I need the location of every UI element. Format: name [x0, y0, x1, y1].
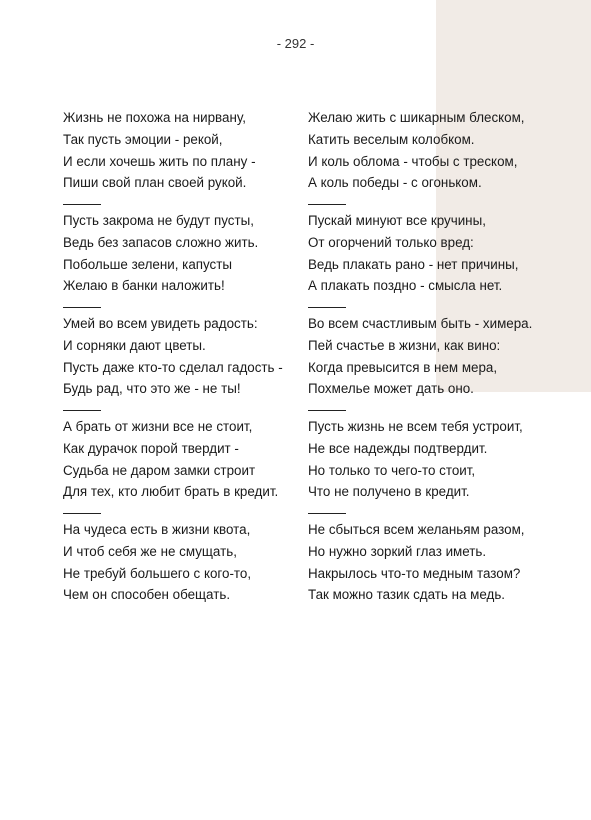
verse-line: Побольше зелени, капусты	[63, 256, 233, 272]
verse-line: Судьба не даром замки строит	[63, 462, 256, 478]
verse-line: Пей счастье в жизни, как вино:	[308, 337, 501, 353]
right-column	[308, 107, 548, 606]
verse-line: Накрылось что-то медным тазом?	[308, 565, 521, 581]
verse-line: Пускай минуют все кручины,	[308, 213, 486, 228]
verse-line: Так можно тазик сдать на медь.	[308, 587, 506, 603]
verse-line: Чем он способен обещать.	[63, 587, 231, 603]
verse-line: Для тех, кто любит брать в кредит.	[63, 484, 279, 500]
stanza-separator	[63, 204, 101, 205]
verse-line: Пусть даже кто-то сделал гадость -	[63, 359, 283, 375]
verse-line: Не требуй большего с кого-то,	[63, 565, 252, 581]
stanza-separator	[308, 307, 346, 308]
stanza-separator	[308, 513, 346, 514]
stanza	[308, 210, 548, 313]
stanza	[308, 416, 548, 519]
stanza	[308, 313, 548, 416]
stanza	[308, 519, 548, 606]
verse-line: Во всем счастливым быть - химера.	[308, 316, 533, 331]
stanza-separator	[308, 204, 346, 205]
verse-line: Пиши свой план своей рукой.	[63, 175, 247, 191]
verse-line: Не все надежды подтвердит.	[308, 440, 488, 456]
verse-line: Будь рад, что это же - не ты!	[63, 381, 241, 397]
verse-line: Как дурачок порой твердит -	[63, 440, 239, 456]
stanza-separator	[63, 513, 101, 514]
verse-line: И коль облома - чтобы с треском,	[308, 153, 518, 169]
verse-line: Пусть закрома не будут пусты,	[63, 213, 254, 228]
verse-line: Ведь плакать рано - нет причины,	[308, 256, 519, 272]
verse-line: Но нужно зоркий глаз иметь.	[308, 543, 487, 559]
verse-line: Но только то чего-то стоит,	[308, 462, 476, 478]
verse-line: Катить веселым колобком.	[308, 131, 475, 147]
stanza	[63, 210, 303, 313]
stanza	[308, 107, 548, 210]
verse-line: А плакать поздно - смысла нет.	[308, 278, 503, 294]
stanza	[63, 107, 303, 210]
stanza	[63, 416, 303, 519]
verse-line: От огорчений только вред:	[308, 234, 474, 250]
verse-line: Желаю в банки наложить!	[63, 278, 225, 294]
page-number: - 292 -	[276, 36, 315, 51]
verse-line: А брать от жизни все не стоит,	[63, 419, 253, 434]
verse-line: Ведь без запасов сложно жить.	[63, 234, 259, 250]
verse-line: Желаю жить с шикарным блеском,	[308, 110, 525, 125]
verse-line: Пусть жизнь не всем тебя устроит,	[308, 419, 523, 434]
verse-line: Так пусть эмоции - рекой,	[63, 131, 223, 147]
verse-line: Жизнь не похожа на нирвану,	[63, 110, 246, 125]
verse-line: На чудеса есть в жизни квота,	[63, 522, 251, 537]
left-column	[63, 107, 303, 606]
stanza-separator	[63, 307, 101, 308]
verse-line: Что не получено в кредит.	[308, 484, 470, 500]
verse-line: И чтоб себя же не смущать,	[63, 543, 237, 559]
verse-line: Умей во всем увидеть радость:	[63, 316, 258, 331]
verse-line: Не сбыться всем желаньям разом,	[308, 522, 525, 537]
stanza	[63, 313, 303, 416]
verse-line: И если хочешь жить по плану -	[63, 153, 256, 169]
stanza	[63, 519, 303, 606]
stanza-separator	[308, 410, 346, 411]
verse-line: И сорняки дают цветы.	[63, 337, 206, 353]
stanza-separator	[63, 410, 101, 411]
verse-line: Похмелье может дать оно.	[308, 381, 474, 397]
verse-line: Когда превысится в нем мера,	[308, 359, 498, 375]
verse-line: А коль победы - с огоньком.	[308, 175, 482, 191]
